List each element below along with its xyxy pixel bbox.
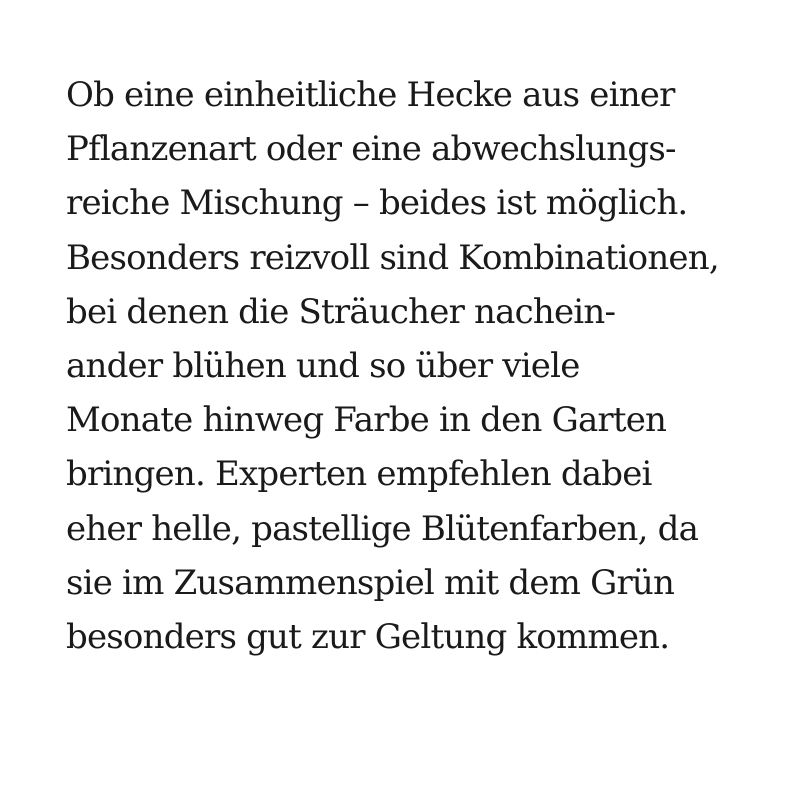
text-line-9: eher helle, pastellige Blütenfarben, da bbox=[66, 508, 699, 549]
text-line-2: Pflanzenart oder eine abwechslungs- bbox=[66, 129, 676, 170]
text-line-8: bringen. Experten empfehlen dabei bbox=[66, 454, 652, 495]
text-line-11: besonders gut zur Geltung kommen. bbox=[66, 617, 670, 658]
text-line-4: Besonders reizvoll sind Kombinationen, bbox=[66, 237, 719, 278]
text-line-5: bei denen die Sträucher nachein- bbox=[66, 291, 616, 332]
text-line-7: Monate hinweg Farbe in den Garten bbox=[66, 400, 667, 441]
text-line-1: Ob eine einheitliche Hecke aus einer bbox=[66, 75, 675, 115]
body-paragraph bbox=[66, 68, 766, 664]
text-line-6: ander blühen und so über viele bbox=[66, 346, 580, 387]
text-line-3: reiche Mischung – beides ist möglich. bbox=[66, 183, 688, 224]
text-line-10: sie im Zusammenspiel mit dem Grün bbox=[66, 562, 675, 603]
